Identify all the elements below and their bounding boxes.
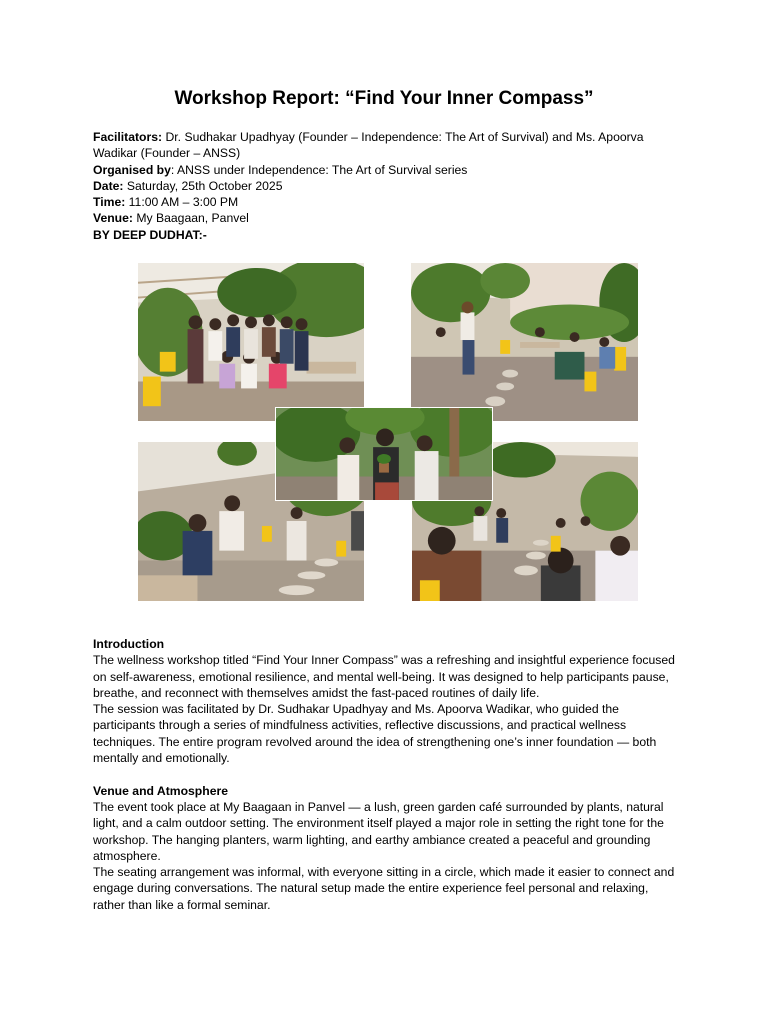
- venue-heading: Venue and Atmosphere: [93, 783, 228, 798]
- byline: BY DEEP DUDHAT:-: [93, 227, 207, 242]
- venue-value: My Baagaan, Panvel: [132, 211, 249, 226]
- date-value: Saturday, 25th October 2025: [123, 178, 283, 193]
- facilitators-value: Dr. Sudhakar Upadhyay (Founder – Independence: The Art of Survival) and Ms. Apoorva Wadikar (Founder – ANSS): [93, 130, 644, 161]
- introduction-paragraph-2: The session was facilitated by Dr. Sudhakar Upadhyay and Ms. Apoorva Wadikar, who guided the participants through a series of mindfulness activities, reflective discussions, and practical wellness techniques. The entire program revolved around the idea of strengthening one’s inner foundation — both mentally and emotionally.: [93, 702, 657, 766]
- venue-label: Venue:: [93, 211, 133, 226]
- time-value: 11:00 AM – 3:00 PM: [125, 195, 239, 210]
- organised-line: [93, 162, 683, 178]
- venue-line: [93, 210, 683, 226]
- introduction-paragraph-1: The wellness workshop titled “Find Your Inner Compass” was a refreshing and insightful experience focused on self-awareness, emotional resilience, and mental well-being. It was designed to help participants pause, breathe, and reconnect with themselves amidst the fast-paced routines of daily life.: [93, 653, 675, 700]
- date-line: [93, 178, 683, 194]
- report-body: [93, 636, 683, 913]
- organised-label: Organised by: [93, 162, 171, 177]
- page-title: Workshop Report: “Find Your Inner Compass”: [174, 88, 594, 109]
- time-line: [93, 194, 683, 210]
- venue-paragraph-2: The seating arrangement was informal, with everyone sitting in a circle, which made it easier to connect and engage during conversations. The natural setup made the entire experience feel personal and relaxing, rather than like a formal seminar.: [93, 865, 675, 912]
- facilitators-line: [93, 129, 683, 162]
- time-label: Time:: [93, 195, 126, 210]
- plant-gifting-photo: [275, 407, 493, 501]
- report-meta: [93, 129, 683, 243]
- introduction-heading: Introduction: [93, 637, 165, 651]
- group-photo: [137, 262, 365, 422]
- facilitators-label: Facilitators:: [93, 130, 163, 144]
- organised-value: : ANSS under Independence: The Art of Survival series: [170, 162, 468, 177]
- seated-circle-photo: [410, 262, 639, 422]
- venue-paragraph-1: The event took place at My Baagaan in Panvel — a lush, green garden café surrounded by plants, natural light, and a calm outdoor setting. The environment itself played a major role in setting the right tone for the workshop. The hanging planters, warm lighting, and earthy ambiance created a peaceful and grounding atmosphere.: [93, 799, 664, 863]
- date-label: Date:: [93, 178, 124, 193]
